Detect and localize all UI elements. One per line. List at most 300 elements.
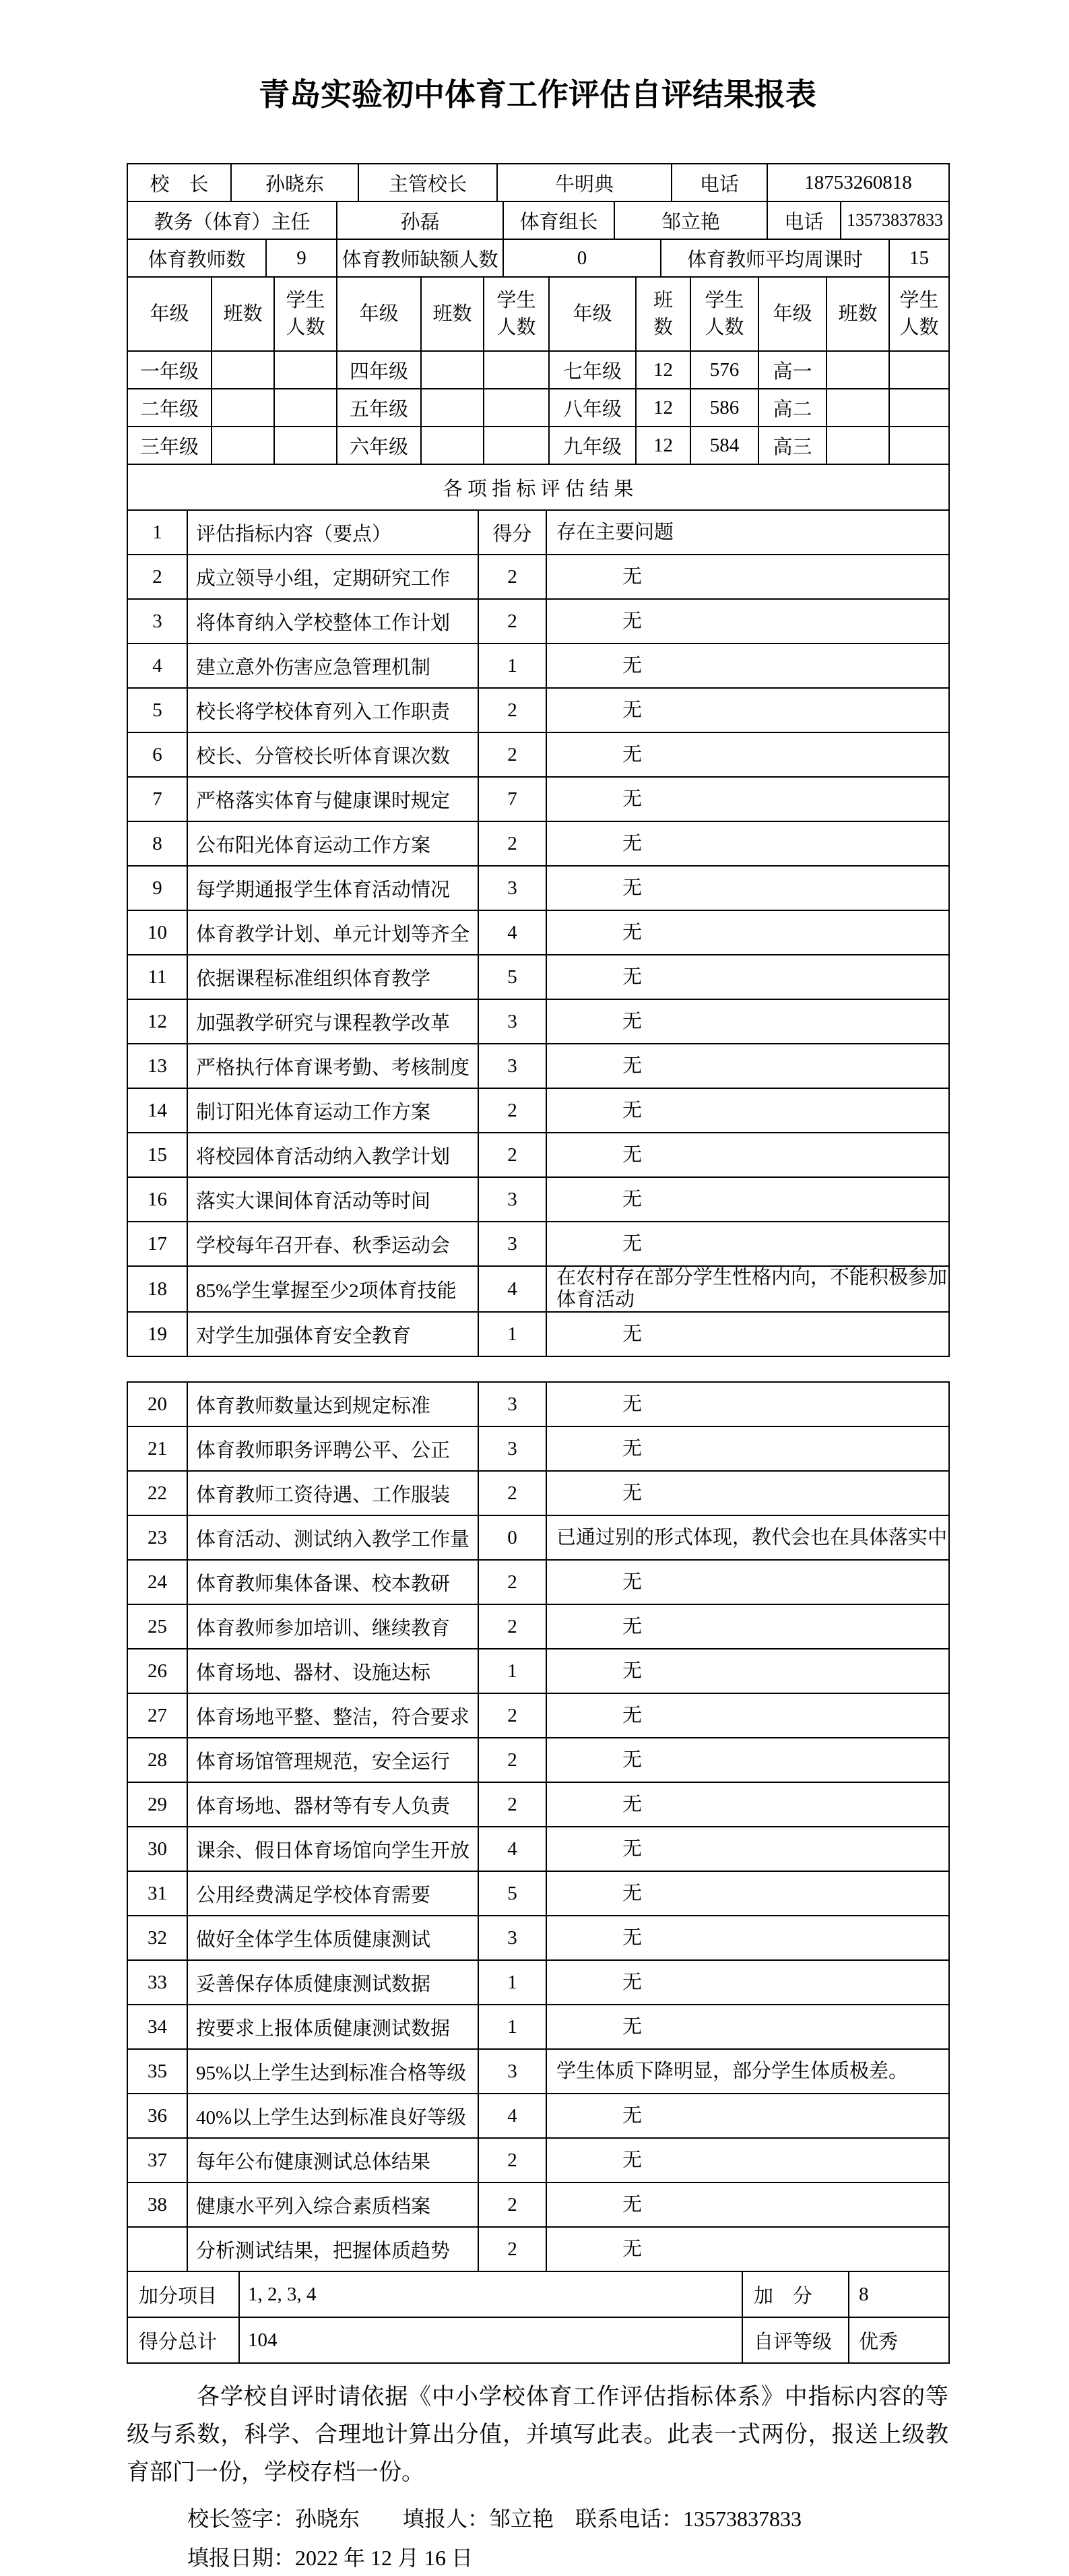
info-row <box>127 164 949 201</box>
indicator-content: 严格执行体育课考勤、考核制度 <box>187 1044 478 1088</box>
indicator-row <box>127 1382 949 1426</box>
indicator-content: 体育活动、测试纳入教学工作量 <box>187 1515 478 1560</box>
grade-name-cell: 八年级 <box>549 389 636 427</box>
indicator-number: 5 <box>127 688 187 732</box>
indicator-problem: 无 <box>546 1782 949 1827</box>
indicator-content: 校长、分管校长听体育课次数 <box>187 732 478 777</box>
indicator-score: 3 <box>478 1177 546 1222</box>
grade-col-header: 年级 <box>337 277 421 351</box>
indicator-number: 10 <box>127 910 187 955</box>
class-count-col-header: 班数 <box>827 277 889 351</box>
indicator-problem: 无 <box>546 1312 949 1356</box>
indicator-content: 体育场地平整、整洁，符合要求 <box>187 1693 478 1738</box>
class-count-cell <box>421 427 484 464</box>
section-label: 各 项 指 标 评 估 结 果 <box>127 464 949 510</box>
indicator-row <box>127 555 949 599</box>
indicator-content: 体育场馆管理规范，安全运行 <box>187 1738 478 1782</box>
indicator-content: 分析测试结果，把握体质趋势 <box>187 2227 478 2271</box>
indicator-row <box>127 732 949 777</box>
grade-name-cell: 三年级 <box>127 427 212 464</box>
indicator-content: 公用经费满足学校体育需要 <box>187 1871 478 1916</box>
class-count-cell <box>421 351 484 389</box>
grades-rows <box>127 351 949 464</box>
indicator-problem: 无 <box>546 2094 949 2138</box>
grade-name-cell: 一年级 <box>127 351 212 389</box>
indicator-row <box>127 2182 949 2227</box>
student-count-col-header-text: 学生人数 <box>899 290 939 338</box>
indicator-number: 31 <box>127 1871 187 1916</box>
indicator-problem: 无 <box>546 1604 949 1649</box>
indicator-score: 2 <box>478 1471 546 1515</box>
indicator-number: 30 <box>127 1827 187 1871</box>
signature-line: 校长签字：孙晓东 填报人：邹立艳 联系电话：13573837833 <box>187 2507 802 2531</box>
indicator-number: 20 <box>127 1382 187 1426</box>
indicator-row <box>127 1222 949 1266</box>
indicator-problem: 无 <box>546 1044 949 1088</box>
indicator-problem: 无 <box>546 2227 949 2271</box>
pe-teacher-shortage-label: 体育教师缺额人数 <box>337 239 503 277</box>
dean-name: 孙磊 <box>337 201 503 239</box>
student-count-cell: 584 <box>690 427 758 464</box>
student-count-col-header-text: 学生人数 <box>705 290 744 338</box>
indicator-problem: 无 <box>546 955 949 999</box>
indicator-problem: 无 <box>546 1693 949 1738</box>
indicator-score: 2 <box>478 688 546 732</box>
indicator-content: 体育教师数量达到规定标准 <box>187 1382 478 1426</box>
indicator-row <box>127 643 949 688</box>
bonus-items-value: 1, 2, 3, 4 <box>239 2271 742 2317</box>
indicator-score: 0 <box>478 1515 546 1560</box>
indicator-row <box>127 955 949 999</box>
indicator-problem: 无 <box>546 688 949 732</box>
grade-name-cell: 高三 <box>758 427 827 464</box>
indicator-content: 将校园体育活动纳入教学计划 <box>187 1133 478 1177</box>
total-score-label: 得分总计 <box>127 2317 239 2363</box>
indicator-row <box>127 599 949 643</box>
indicator-score: 2 <box>478 732 546 777</box>
principal-label: 校 长 <box>127 164 231 201</box>
grade-name-cell: 六年级 <box>337 427 421 464</box>
grade-name-cell: 高二 <box>758 389 827 427</box>
indicator-score: 2 <box>478 2182 546 2227</box>
bonus-score-label: 加 分 <box>742 2271 849 2317</box>
indicator-problem: 无 <box>546 1426 949 1471</box>
indicator-number: 23 <box>127 1515 187 1560</box>
report-date-line: 填报日期：2022 年 12 月 16 日 <box>187 2546 474 2570</box>
class-count-col-header: 班数 <box>421 277 484 351</box>
indicator-problem: 无 <box>546 1177 949 1222</box>
indicator-score: 1 <box>478 1649 546 1693</box>
indicator-content: 95%以上学生达到标准合格等级 <box>187 2049 478 2094</box>
class-count-col-header-text: 班数 <box>653 290 673 338</box>
indicator-content: 依据课程标准组织体育教学 <box>187 955 478 999</box>
class-count-cell <box>827 427 889 464</box>
indicator-number: 8 <box>127 821 187 866</box>
student-count-cell <box>484 389 549 427</box>
class-count-cell: 12 <box>636 351 690 389</box>
dean-label: 教务（体育）主任 <box>127 201 337 239</box>
indicator-problem: 无 <box>546 2138 949 2182</box>
self-rating-value: 优秀 <box>849 2317 949 2363</box>
avg-weekly-periods: 15 <box>889 239 949 277</box>
indicator-score: 2 <box>478 1604 546 1649</box>
indicator-score: 3 <box>478 1382 546 1426</box>
indicator-content: 将体育纳入学校整体工作计划 <box>187 599 478 643</box>
grades-data-row <box>127 389 949 427</box>
indicator-score: 1 <box>478 1960 546 2005</box>
grades-header-row <box>127 277 949 351</box>
indicator-problem: 无 <box>546 821 949 866</box>
indicator-content: 严格落实体育与健康课时规定 <box>187 777 478 821</box>
indicator-problem: 无 <box>546 1916 949 1960</box>
indicator-score: 3 <box>478 1222 546 1266</box>
indicator-number: 15 <box>127 1133 187 1177</box>
grade-name-cell: 九年级 <box>549 427 636 464</box>
page-title: 青岛实验初中体育工作评估自评结果报表 <box>259 77 816 112</box>
indicator-number: 14 <box>127 1088 187 1133</box>
bonus-row <box>127 2271 949 2317</box>
indicator-number: 3 <box>127 599 187 643</box>
indicator-number: 25 <box>127 1604 187 1649</box>
indicator-score: 2 <box>478 1560 546 1604</box>
pe-teacher-count: 9 <box>266 239 337 277</box>
indicator-row <box>127 1426 949 1471</box>
student-count-col-header <box>484 277 549 351</box>
indicator-number: 26 <box>127 1649 187 1693</box>
student-count-col-header <box>274 277 337 351</box>
indicator-score: 3 <box>478 2049 546 2094</box>
indicator-score: 4 <box>478 2094 546 2138</box>
class-count-cell <box>212 351 274 389</box>
indicator-content: 加强教学研究与课程教学改革 <box>187 999 478 1044</box>
indicator-score: 4 <box>478 910 546 955</box>
indicator-row <box>127 910 949 955</box>
indicator-row <box>127 1782 949 1827</box>
indicator-score: 4 <box>478 1266 546 1312</box>
indicator-row <box>127 866 949 910</box>
score-col-header: 得分 <box>478 510 546 555</box>
indicator-number: 12 <box>127 999 187 1044</box>
indicator-row <box>127 777 949 821</box>
problem-col-header: 存在主要问题 <box>546 510 949 555</box>
section-label-row <box>127 464 949 510</box>
class-count-cell <box>212 389 274 427</box>
grade-col-header: 年级 <box>549 277 636 351</box>
indicator-row <box>127 1515 949 1560</box>
indicator-number: 11 <box>127 955 187 999</box>
indicator-problem: 无 <box>546 1960 949 2005</box>
indicator-row <box>127 1916 949 1960</box>
indicator-row <box>127 999 949 1044</box>
student-count-cell: 576 <box>690 351 758 389</box>
indicator-row <box>127 2138 949 2182</box>
student-count-cell <box>274 351 337 389</box>
indicator-rows-part1 <box>127 555 949 1356</box>
indicator-row <box>127 1960 949 2005</box>
grade-name-cell: 七年级 <box>549 351 636 389</box>
indicator-row <box>127 1560 949 1604</box>
indicator-score: 2 <box>478 599 546 643</box>
class-count-cell <box>212 427 274 464</box>
grade-name-cell: 四年级 <box>337 351 421 389</box>
indicator-row <box>127 2005 949 2049</box>
student-count-col-header <box>690 277 758 351</box>
indicator-row <box>127 688 949 732</box>
indicator-content: 公布阳光体育运动工作方案 <box>187 821 478 866</box>
class-count-cell <box>421 389 484 427</box>
grade-col-header: 年级 <box>758 277 827 351</box>
info-table-row1 <box>127 163 950 202</box>
indicator-problem: 无 <box>546 1133 949 1177</box>
indicator-row <box>127 2049 949 2094</box>
indicator-content: 健康水平列入综合素质档案 <box>187 2182 478 2227</box>
indicator-number: 38 <box>127 2182 187 2227</box>
vice-principal-name: 牛明典 <box>497 164 672 201</box>
indicator-problem: 无 <box>546 1471 949 1515</box>
indicators-table-2 <box>127 1381 950 2272</box>
indicator-number: 22 <box>127 1471 187 1515</box>
principal-name: 孙晓东 <box>231 164 358 201</box>
indicators-header-row <box>127 510 949 555</box>
info-row <box>127 239 949 277</box>
grades-table <box>127 276 950 465</box>
indicator-number: 16 <box>127 1177 187 1222</box>
indicators-table-1 <box>127 509 950 1357</box>
indicator-row <box>127 1471 949 1515</box>
indicator-number: 6 <box>127 732 187 777</box>
indicator-score: 5 <box>478 955 546 999</box>
class-count-cell: 12 <box>636 389 690 427</box>
indicator-problem: 无 <box>546 732 949 777</box>
class-count-cell <box>827 351 889 389</box>
indicator-problem: 无 <box>546 1382 949 1426</box>
class-count-cell <box>827 389 889 427</box>
grade-name-cell: 五年级 <box>337 389 421 427</box>
indicator-content: 校长将学校体育列入工作职责 <box>187 688 478 732</box>
indicator-row <box>127 1088 949 1133</box>
indicator-rows-part2 <box>127 1382 949 2271</box>
student-count-cell <box>274 427 337 464</box>
indicator-score: 2 <box>478 1782 546 1827</box>
student-count-cell <box>484 351 549 389</box>
student-count-cell <box>889 389 949 427</box>
indicator-score: 2 <box>478 1133 546 1177</box>
info-table-row3 <box>127 239 950 278</box>
indicator-number: 33 <box>127 1960 187 2005</box>
student-count-cell <box>274 389 337 427</box>
class-count-cell: 12 <box>636 427 690 464</box>
indicator-number: 9 <box>127 866 187 910</box>
indicator-score: 3 <box>478 1916 546 1960</box>
indicator-number: 34 <box>127 2005 187 2049</box>
indicator-content: 每学期通报学生体育活动情况 <box>187 866 478 910</box>
indicator-score: 3 <box>478 1044 546 1088</box>
pe-leader-name: 邹立艳 <box>614 201 767 239</box>
grade-name-cell: 二年级 <box>127 389 212 427</box>
indicator-score: 5 <box>478 1871 546 1916</box>
indicator-score: 3 <box>478 1426 546 1471</box>
class-count-col-header <box>636 277 690 351</box>
indicator-number: 13 <box>127 1044 187 1088</box>
indicator-number: 19 <box>127 1312 187 1356</box>
indicator-row <box>127 821 949 866</box>
indicator-content: 体育场地、器材等有专人负责 <box>187 1782 478 1827</box>
indicator-score: 1 <box>478 1312 546 1356</box>
indicator-problem: 无 <box>546 1827 949 1871</box>
indicator-score: 2 <box>478 821 546 866</box>
grade-name-cell: 高一 <box>758 351 827 389</box>
indicator-score: 1 <box>478 2005 546 2049</box>
indicator-number: 21 <box>127 1426 187 1471</box>
indicator-problem: 无 <box>546 777 949 821</box>
indicator-number: 35 <box>127 2049 187 2094</box>
class-count-col-header: 班数 <box>212 277 274 351</box>
total-score-value: 104 <box>239 2317 742 2363</box>
indicator-problem: 无 <box>546 599 949 643</box>
indicator-problem: 在农村存在部分学生性格内向，不能积极参加体育活动 <box>546 1266 949 1312</box>
indicator-score: 2 <box>478 1738 546 1782</box>
indicator-number: 4 <box>127 643 187 688</box>
indicator-content: 体育教师职务评聘公平、公正 <box>187 1426 478 1471</box>
indicator-row <box>127 1044 949 1088</box>
indicator-problem: 已通过别的形式体现，教代会也在具体落实中 <box>546 1515 949 1560</box>
student-count-col-header-text: 学生人数 <box>496 290 536 338</box>
indicator-row <box>127 1649 949 1693</box>
summary-table <box>127 2271 950 2364</box>
indicator-number: 2 <box>127 555 187 599</box>
total-row <box>127 2317 949 2363</box>
indicator-row <box>127 1871 949 1916</box>
indicator-problem: 无 <box>546 910 949 955</box>
bonus-items-label: 加分项目 <box>127 2271 239 2317</box>
indicator-row <box>127 1312 949 1356</box>
student-count-col-header <box>889 277 949 351</box>
indicator-score: 3 <box>478 999 546 1044</box>
indicator-content: 体育教师参加培训、继续教育 <box>187 1604 478 1649</box>
indicator-content: 体育教师集体备课、校本教研 <box>187 1560 478 1604</box>
indicator-problem: 无 <box>546 643 949 688</box>
student-count-cell: 586 <box>690 389 758 427</box>
indicator-number: 37 <box>127 2138 187 2182</box>
indicator-content: 每年公布健康测试总体结果 <box>187 2138 478 2182</box>
indicator-content: 85%学生掌握至少2项体育技能 <box>187 1266 478 1312</box>
indicator-content-header: 评估指标内容（要点） <box>187 510 478 555</box>
student-count-cell <box>889 427 949 464</box>
indicator-content: 妥善保存体质健康测试数据 <box>187 1960 478 2005</box>
indicator-number: 24 <box>127 1560 187 1604</box>
section-label-table <box>127 464 950 511</box>
grade-col-header: 年级 <box>127 277 212 351</box>
indicator-score: 2 <box>478 555 546 599</box>
indicator-number: 18 <box>127 1266 187 1312</box>
indicator-content: 学校每年召开春、秋季运动会 <box>187 1222 478 1266</box>
indicator-row <box>127 2227 949 2271</box>
indicator-problem: 无 <box>546 1649 949 1693</box>
indicator-problem: 无 <box>546 1738 949 1782</box>
student-count-cell <box>484 427 549 464</box>
indicator-row <box>127 1177 949 1222</box>
indicator-content: 制订阳光体育运动工作方案 <box>187 1088 478 1133</box>
indicator-row <box>127 1827 949 1871</box>
indicator-number: 7 <box>127 777 187 821</box>
indicator-content: 40%以上学生达到标准良好等级 <box>187 2094 478 2138</box>
indicator-row <box>127 1693 949 1738</box>
indicator-content: 对学生加强体育安全教育 <box>187 1312 478 1356</box>
info-row <box>127 201 949 239</box>
indicator-content: 落实大课间体育活动等时间 <box>187 1177 478 1222</box>
grades-data-row <box>127 427 949 464</box>
instruction-note: 各学校自评时请依据《中小学校体育工作评估指标体系》中指标内容的等级与系数，科学、合理地计算出分值，并填写此表。此表一式两份，报送上级教育部门一份，学校存档一份。 <box>127 2385 948 2485</box>
indicator-content: 课余、假日体育场馆向学生开放 <box>187 1827 478 1871</box>
indicator-problem: 无 <box>546 2005 949 2049</box>
indicator-number: 28 <box>127 1738 187 1782</box>
indicator-score: 3 <box>478 866 546 910</box>
indicator-number: 1 <box>127 510 187 555</box>
self-rating-label: 自评等级 <box>742 2317 849 2363</box>
vice-principal-label: 主管校长 <box>358 164 497 201</box>
indicator-row <box>127 1738 949 1782</box>
pe-teacher-count-label: 体育教师数 <box>127 239 266 277</box>
indicator-problem: 无 <box>546 1222 949 1266</box>
indicator-row <box>127 1133 949 1177</box>
indicator-score: 2 <box>478 2138 546 2182</box>
indicator-score: 2 <box>478 1088 546 1133</box>
bonus-score-value: 8 <box>849 2271 949 2317</box>
indicator-content: 体育教学计划、单元计划等齐全 <box>187 910 478 955</box>
indicator-score: 2 <box>478 1693 546 1738</box>
indicator-content: 体育教师工资待遇、工作服装 <box>187 1471 478 1515</box>
indicator-problem: 无 <box>546 2182 949 2227</box>
indicator-score: 1 <box>478 643 546 688</box>
indicator-problem: 学生体质下降明显，部分学生体质极差。 <box>546 2049 949 2094</box>
grades-data-row <box>127 351 949 389</box>
indicator-problem: 无 <box>546 1871 949 1916</box>
indicator-number: 29 <box>127 1782 187 1827</box>
principal-phone: 18753260818 <box>767 164 949 201</box>
info-table-row2 <box>127 201 950 240</box>
student-count-col-header-text: 学生人数 <box>286 290 325 338</box>
indicator-content: 按要求上报体质健康测试数据 <box>187 2005 478 2049</box>
indicator-problem: 无 <box>546 1088 949 1133</box>
indicator-row <box>127 2094 949 2138</box>
indicator-problem: 无 <box>546 1560 949 1604</box>
indicator-score: 7 <box>478 777 546 821</box>
student-count-cell <box>889 351 949 389</box>
phone-label: 电话 <box>672 164 767 201</box>
indicator-number: 17 <box>127 1222 187 1266</box>
indicator-number: 36 <box>127 2094 187 2138</box>
indicator-problem: 无 <box>546 866 949 910</box>
pe-leader-phone: 13573837833 <box>841 201 949 239</box>
indicator-number: 32 <box>127 1916 187 1960</box>
indicator-content: 建立意外伤害应急管理机制 <box>187 643 478 688</box>
indicator-problem: 无 <box>546 999 949 1044</box>
indicator-score: 2 <box>478 2227 546 2271</box>
indicator-content: 成立领导小组，定期研究工作 <box>187 555 478 599</box>
indicator-row <box>127 1604 949 1649</box>
indicator-number: 27 <box>127 1693 187 1738</box>
pe-teacher-shortage: 0 <box>503 239 661 277</box>
indicator-content: 做好全体学生体质健康测试 <box>187 1916 478 1960</box>
phone-label: 电话 <box>767 201 841 239</box>
indicator-row <box>127 1266 949 1312</box>
indicator-problem: 无 <box>546 555 949 599</box>
indicator-content: 体育场地、器材、设施达标 <box>187 1649 478 1693</box>
indicator-score: 4 <box>478 1827 546 1871</box>
pe-leader-label: 体育组长 <box>503 201 614 239</box>
indicator-number <box>127 2227 187 2271</box>
avg-weekly-periods-label: 体育教师平均周课时 <box>661 239 889 277</box>
